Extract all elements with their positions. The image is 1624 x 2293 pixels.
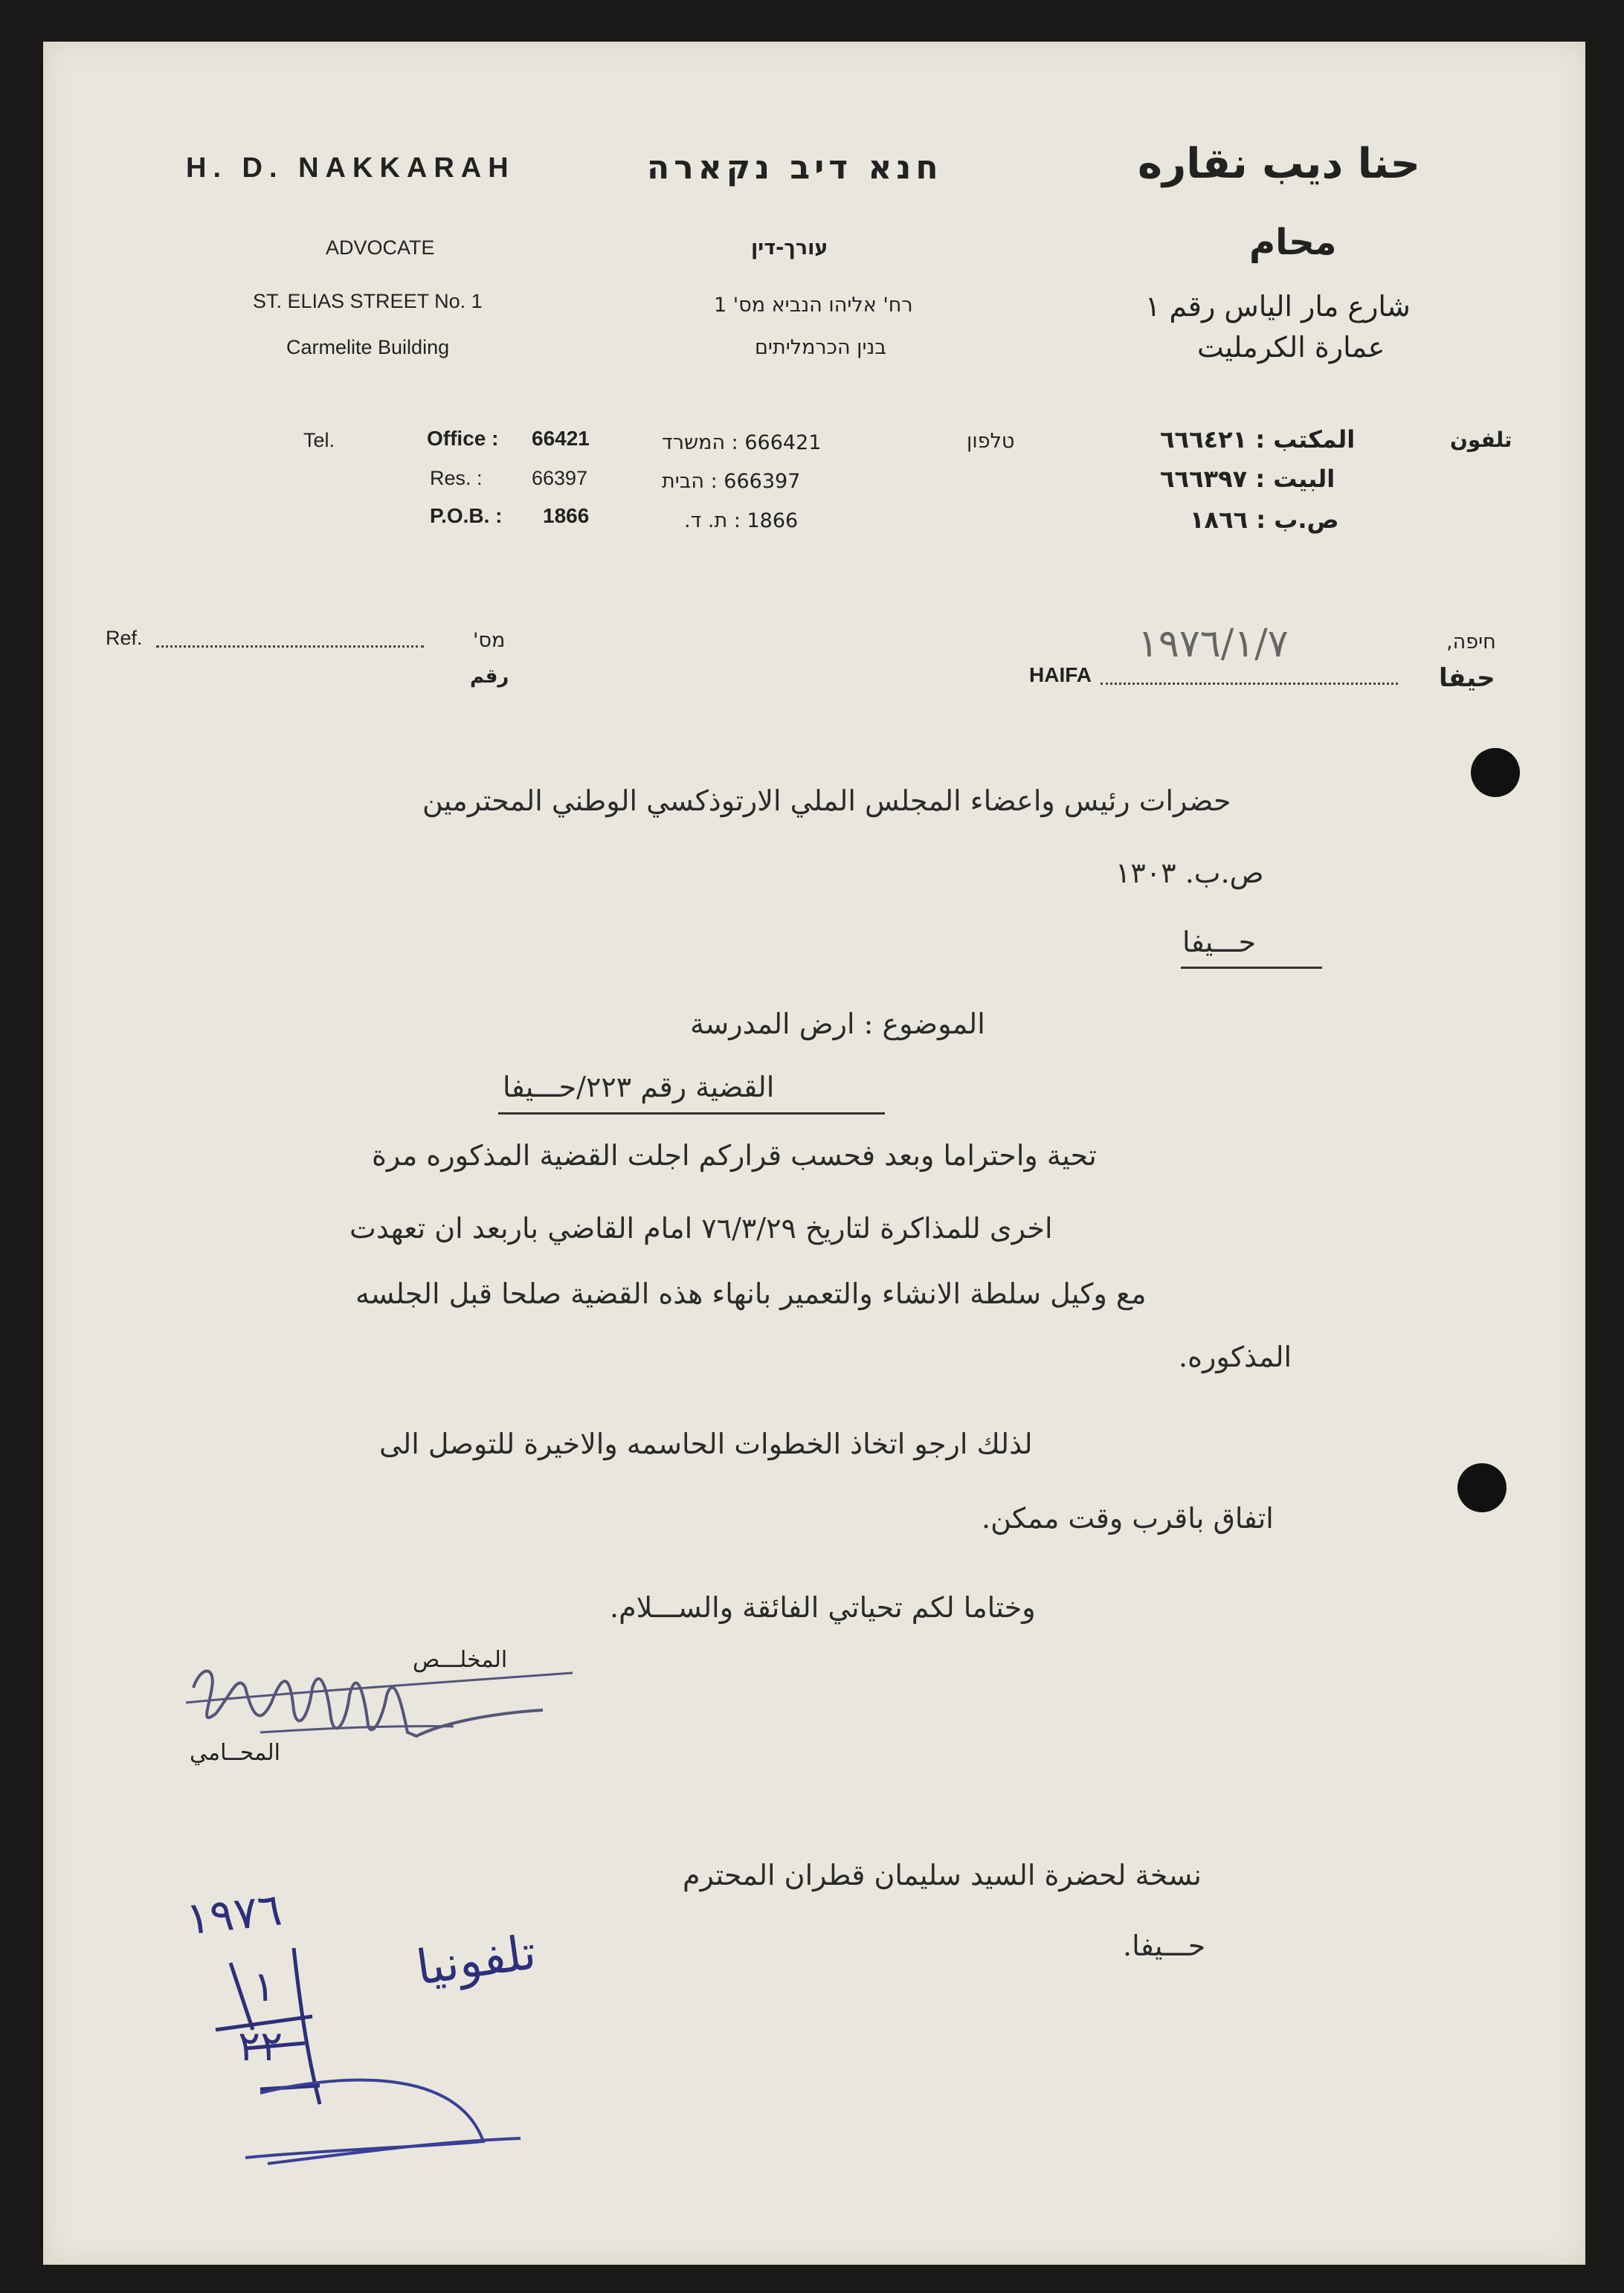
- city-en: HAIFA: [1029, 663, 1092, 686]
- ref-label-he: מס': [473, 629, 506, 652]
- tel-label-he: טלפון: [967, 430, 1015, 453]
- tel-label-en: Tel.: [303, 429, 335, 451]
- pob-label-en: P.O.B. :: [430, 504, 503, 527]
- office-label-en: Office :: [427, 427, 499, 450]
- pob-num-en: 1866: [543, 504, 590, 527]
- cc-line2: حـــيفا.: [1123, 1929, 1206, 1962]
- res-num-en: 66397: [532, 467, 588, 489]
- body-p1-line3: مع وكيل سلطة الانشاء والتعمير بانهاء هذه القضية صلحا قبل الجلسه: [355, 1277, 1147, 1310]
- street-en: ST. ELIAS STREET No. 1: [253, 290, 483, 312]
- cc-line1: نسخة لحضرة السيد سليمان قطران المحترم: [683, 1859, 1202, 1892]
- date-dotted-line: [1101, 683, 1398, 685]
- ref-label-ar: رقم: [470, 665, 509, 688]
- res-label-en: Res. :: [430, 467, 483, 489]
- handwritten-pen-marks: [171, 1918, 587, 2186]
- title-he: עורך-דין: [751, 236, 828, 259]
- punch-hole-bottom: [1457, 1463, 1507, 1512]
- city-he: חיפה,: [1446, 631, 1496, 654]
- street-he: רח' אליהו הנביא מס' 1: [714, 294, 913, 317]
- handwritten-fraction-bottom: ٢٢: [238, 2022, 283, 2071]
- body-p1-line2: اخرى للمذاكرة لتاريخ ٧٦/٣/٢٩ امام القاضي باربعد ان تعهدت: [349, 1212, 1053, 1245]
- body-p1-line1: تحية واحتراما وبعد فحسب قراركم اجلت القضية المذكوره مرة: [372, 1139, 1097, 1172]
- office-num-en: 66421: [532, 427, 590, 450]
- recipient-city-underline: [1181, 967, 1322, 969]
- date-handwritten: ١٩٧٦/١/٧: [1138, 622, 1289, 666]
- signature-bottom-label: المحــامي: [190, 1740, 280, 1766]
- title-en: ADVOCATE: [326, 236, 435, 259]
- tel-label-ar: تلفون: [1450, 428, 1512, 452]
- subject-line2: القضية رقم ٢٢٣/حـــيفا: [503, 1071, 775, 1103]
- body-p1-line4: المذكوره.: [1179, 1341, 1292, 1373]
- city-ar: حيفا: [1439, 663, 1495, 693]
- signature-top-label: المخلـــص: [413, 1647, 508, 1673]
- ref-dotted-line: [156, 645, 424, 648]
- building-en: Carmelite Building: [286, 336, 450, 358]
- subject-line1: الموضوع : ارض المدرسة: [690, 1007, 985, 1040]
- handwritten-fraction-top: ١: [253, 1963, 276, 2011]
- res-ar: البيت : ٦٦٦٣٩٧: [1160, 465, 1335, 493]
- handwritten-year: ١٩٧٦: [183, 1883, 285, 1946]
- building-he: בנין הכרמליתים: [755, 336, 886, 359]
- pob-he: 1866 : ת. ד.: [684, 509, 799, 532]
- recipient-line3: حـــيفا: [1182, 926, 1257, 958]
- body-closing: وختاما لكم تحياتي الفائقة والســـلام.: [610, 1591, 1036, 1624]
- handwritten-word: تلفونيا: [413, 1925, 540, 1996]
- letterhead-name-ar: حنا ديب نقاره: [1138, 140, 1420, 188]
- street-ar: شارع مار الياس رقم ١: [1145, 290, 1411, 323]
- subject-underline: [498, 1112, 885, 1115]
- office-he: 666421 : המשרד: [662, 431, 822, 454]
- recipient-line2: ص.ب. ١٣٠٣: [1115, 857, 1264, 889]
- letterhead-name-he: חנא דיב נקארה: [647, 149, 943, 187]
- title-ar: محام: [1249, 222, 1337, 263]
- body-p2-line1: لذلك ارجو اتخاذ الخطوات الحاسمه والاخيرة للتوصل الى: [379, 1428, 1033, 1460]
- letterhead-name-en: H. D. NAKKARAH: [186, 152, 515, 184]
- body-p2-line2: اتفاق باقرب وقت ممكن.: [982, 1502, 1274, 1535]
- office-ar: المكتب : ٦٦٦٤٢١: [1160, 425, 1356, 454]
- pob-ar: ص.ب : ١٨٦٦: [1190, 506, 1339, 534]
- punch-hole-top: [1471, 748, 1520, 797]
- res-he: 666397 : הבית: [662, 470, 801, 493]
- ref-label-en: Ref.: [106, 627, 143, 649]
- recipient-line1: حضرات رئيس واعضاء المجلس الملي الارتوذكسي الوطني المحترمين: [422, 784, 1231, 817]
- building-ar: عمارة الكرمليت: [1197, 331, 1385, 364]
- handwritten-signature: [171, 1643, 587, 1755]
